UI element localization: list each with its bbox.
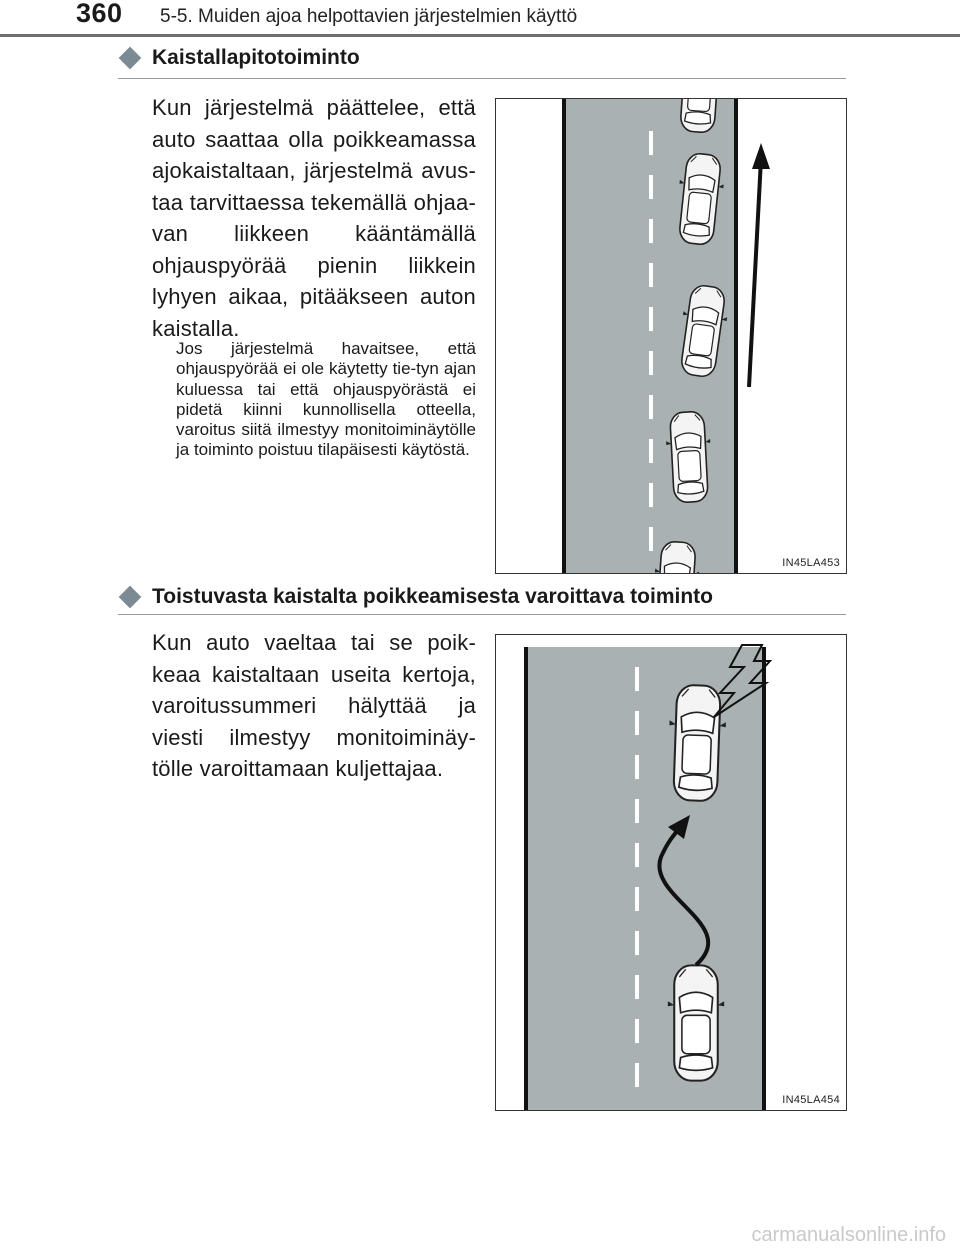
figure-lane-departure-warning [495,634,847,1111]
section-heading-text: Kaistallapitotoiminto [152,46,360,69]
car-icon [667,684,727,801]
section-heading-lane-keeping [118,46,848,70]
figure-code: IN45LA454 [782,1094,840,1106]
body-paragraph: Kun auto vaeltaa tai se poik-keaa kaistaltaan useita kertoja, varoitussummeri hälyttää ja viesti ilmestyy monitoiminäy-tölle varoittamaan kuljettajaa. [152,630,476,781]
road [526,647,764,1110]
page-number: 360 [76,0,123,28]
header-rule [0,34,960,37]
arrow-head-icon [752,143,770,169]
diamond-bullet-icon [119,586,142,609]
chapter-title: 5-5. Muiden ajoa helpottavien järjestelmien käyttö [160,6,578,27]
footer-watermark[interactable]: carmanualsonline.info [751,1224,946,1246]
section-rule [118,78,846,79]
section-heading-lane-departure-warning [118,585,848,609]
body-paragraph: Kun järjestelmä päättelee, että auto saattaa olla poikkeamassa ajokaistaltaan, järjestelmä avus-taa tarvittaessa tekemällä ohjaa-van liikkeen kääntämällä ohjauspyörää pienin liikkein lyhyen aikaa, pitääkseen auton kaistalla. [152,95,476,341]
note-paragraph: Jos järjestelmä havaitsee, että ohjauspyörää ei ole käytetty tie-tyn ajan kuluessa tai että ohjauspyörästä ei pidetä kiinni kunnollisella otteella, varoitus siitä ilmestyy monitoiminäytölle ja toiminto poistuu tilapäisesti käytöstä. [176,339,476,460]
diamond-bullet-icon [119,47,142,70]
figure-code: IN45LA453 [782,557,840,569]
section-heading-text: Toistuvasta kaistalta poikkeamisesta varoittava toiminto [152,585,713,608]
arrow-curve-icon [749,159,761,387]
car-icon [668,965,724,1080]
figure-lane-keeping [495,98,847,574]
section-rule [118,614,846,615]
